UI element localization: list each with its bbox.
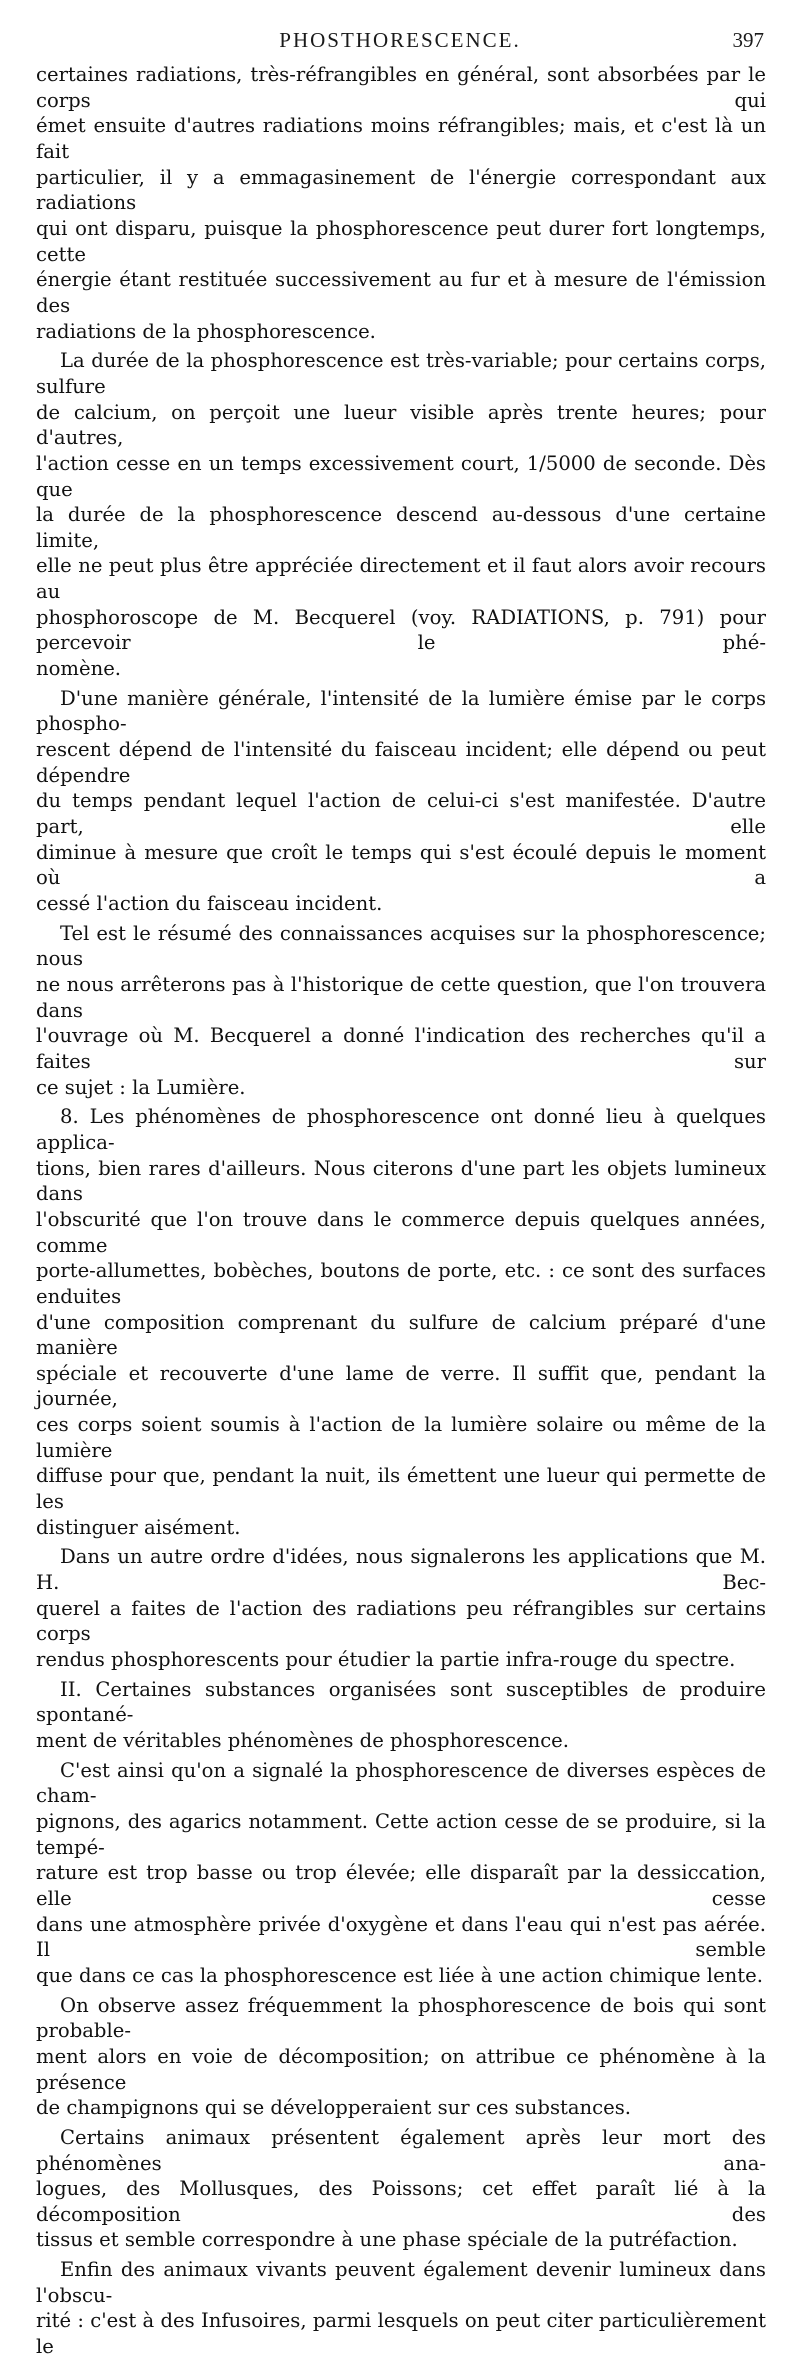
text-line: D'une manière générale, l'intensité de la lumière émise par le corps phospho- xyxy=(36,686,766,736)
text-line: certaines radiations, très-réfrangibles en général, sont absorbées par le corps qui xyxy=(36,63,766,112)
text-line: cessé l'action du faisceau incident. xyxy=(36,892,383,915)
text-line: querel a faites de l'action des radiations peu réfrangibles sur certains corps xyxy=(36,1596,766,1646)
paragraph xyxy=(36,921,766,1101)
text-line: On observe assez fréquemment la phosphorescence de bois qui sont probable- xyxy=(36,1993,766,2043)
text-line: Dans un autre ordre d'idées, nous signalerons les applications que M. H. Bec- xyxy=(36,1545,766,1595)
text-line: elle ne peut plus être appréciée directement et il faut alors avoir recours au xyxy=(36,554,766,604)
text-line: ne nous arrêterons pas à l'historique de cette question, que l'on trouvera dans xyxy=(36,972,766,1022)
text-line: La durée de la phosphorescence est très-variable; pour certains corps, sulfure xyxy=(36,349,766,398)
paragraph xyxy=(36,62,766,344)
paragraph xyxy=(36,1544,766,1672)
text-line: C'est ainsi qu'on a signalé la phosphorescence de diverses espèces de cham- xyxy=(36,1758,766,1808)
text-line: ment de véritables phénomènes de phosphorescence. xyxy=(36,1729,569,1752)
text-line: 8. Les phénomènes de phosphorescence ont donné lieu à quelques applica- xyxy=(36,1105,766,1154)
text-line: du temps pendant lequel l'action de celui-ci s'est manifestée. D'autre part, elle xyxy=(36,789,766,839)
text-line: radiations de la phosphorescence. xyxy=(36,319,376,343)
body-text xyxy=(36,62,766,2360)
text-line: l'action cesse en un temps excessivement court, 1/5000 de seconde. Dès que xyxy=(36,451,766,501)
text-line: distinguer aisément. xyxy=(36,1515,241,1539)
text-line: la durée de la phosphorescence descend au-dessous d'une certaine limite, xyxy=(36,503,766,552)
text-line: rendus phosphorescents pour étudier la partie infra-rouge du spectre. xyxy=(36,1648,736,1672)
text-line: spéciale et recouverte d'une lame de verre. Il suffit que, pendant la journée, xyxy=(36,1361,766,1411)
paragraph xyxy=(36,2125,766,2253)
page-number: 397 xyxy=(732,28,764,52)
paragraph xyxy=(36,686,766,917)
text-line: rature est trop basse ou trop élevée; elle disparaît par la dessiccation, elle cesse xyxy=(36,1861,766,1910)
text-line: logues, des Mollusques, des Poissons; cet effet paraît lié à la décomposition des xyxy=(36,2177,766,2226)
running-head xyxy=(36,28,764,54)
paragraph xyxy=(36,1758,766,1989)
text-line: tissus et semble correspondre à une phase spéciale de la putréfaction. xyxy=(36,2228,738,2252)
paragraph xyxy=(36,1104,766,1540)
text-line: particulier, il y a emmagasinement de l'énergie correspondant aux radiations xyxy=(36,165,766,215)
text-line: phosphoroscope de M. Becquerel (voy. RADIATIONS, p. 791) pour percevoir le phé- xyxy=(36,605,766,655)
text-line: II. Certaines substances organisées sont susceptibles de produire spontané- xyxy=(36,1677,766,1727)
text-line: pignons, des agarics notamment. Cette action cesse de se produire, si la tempé- xyxy=(36,1809,766,1859)
paragraph xyxy=(36,1993,766,2121)
paragraph xyxy=(36,1677,766,1754)
text-line: qui ont disparu, puisque la phosphorescence peut durer fort longtemps, cette xyxy=(36,216,766,266)
text-line: nomène. xyxy=(36,657,122,681)
text-line: que dans ce cas la phosphorescence est liée à une action chimique lente. xyxy=(36,1963,763,1987)
text-line: énergie étant restituée successivement au fur et à mesure de l'émission des xyxy=(36,268,766,317)
text-line: Tel est le résumé des connaissances acquises sur la phosphorescence; nous xyxy=(36,921,766,971)
text-line: porte-allumettes, bobèches, boutons de porte, etc. : ce sont des surfaces enduites xyxy=(36,1259,766,1308)
text-line: ces corps soient soumis à l'action de la lumière solaire ou même de la lumière xyxy=(36,1413,766,1462)
text-line: l'obscurité que l'on trouve dans le commerce depuis quelques années, comme xyxy=(36,1207,766,1257)
text-line: ment alors en voie de décomposition; on attribue ce phénomène à la présence xyxy=(36,2044,766,2094)
text-line: ce sujet : la Lumière. xyxy=(36,1075,246,1099)
text-line: d'une composition comprenant du sulfure de calcium préparé d'une manière xyxy=(36,1310,766,1360)
text-line: Certains animaux présentent également après leur mort des phénomènes ana- xyxy=(36,2125,766,2175)
running-title: PHOSTHORESCENCE. xyxy=(279,28,521,52)
text-line: dans une atmosphère privée d'oxygène et dans l'eau qui n'est pas aérée. Il semble xyxy=(36,1912,766,1962)
text-line: rité : c'est à des Infusoires, parmi lesquels on peut citer particulièrement le xyxy=(36,2309,766,2359)
paragraph xyxy=(36,2257,766,2360)
text-line: l'ouvrage où M. Becquerel a donné l'indication des recherches qu'il a faites sur xyxy=(36,1024,766,1073)
text-line: tions, bien rares d'ailleurs. Nous citerons d'une part les objets lumineux dans xyxy=(36,1156,766,1206)
text-line: diffuse pour que, pendant la nuit, ils émettent une lueur qui permette de les xyxy=(36,1464,766,1514)
text-line: diminue à mesure que croît le temps qui s'est écoulé depuis le moment où a xyxy=(36,840,766,890)
text-line: rescent dépend de l'intensité du faisceau incident; elle dépend ou peut dépendre xyxy=(36,738,766,787)
text-line: de champignons qui se développeraient sur ces substances. xyxy=(36,2096,632,2120)
text-line: émet ensuite d'autres radiations moins réfrangibles; mais, et c'est là un fait xyxy=(36,114,766,163)
text-line: Enfin des animaux vivants peuvent également devenir lumineux dans l'obscu- xyxy=(36,2258,766,2307)
paragraph xyxy=(36,348,766,682)
text-line: de calcium, on perçoit une lueur visible après trente heures; pour d'autres, xyxy=(36,400,766,450)
